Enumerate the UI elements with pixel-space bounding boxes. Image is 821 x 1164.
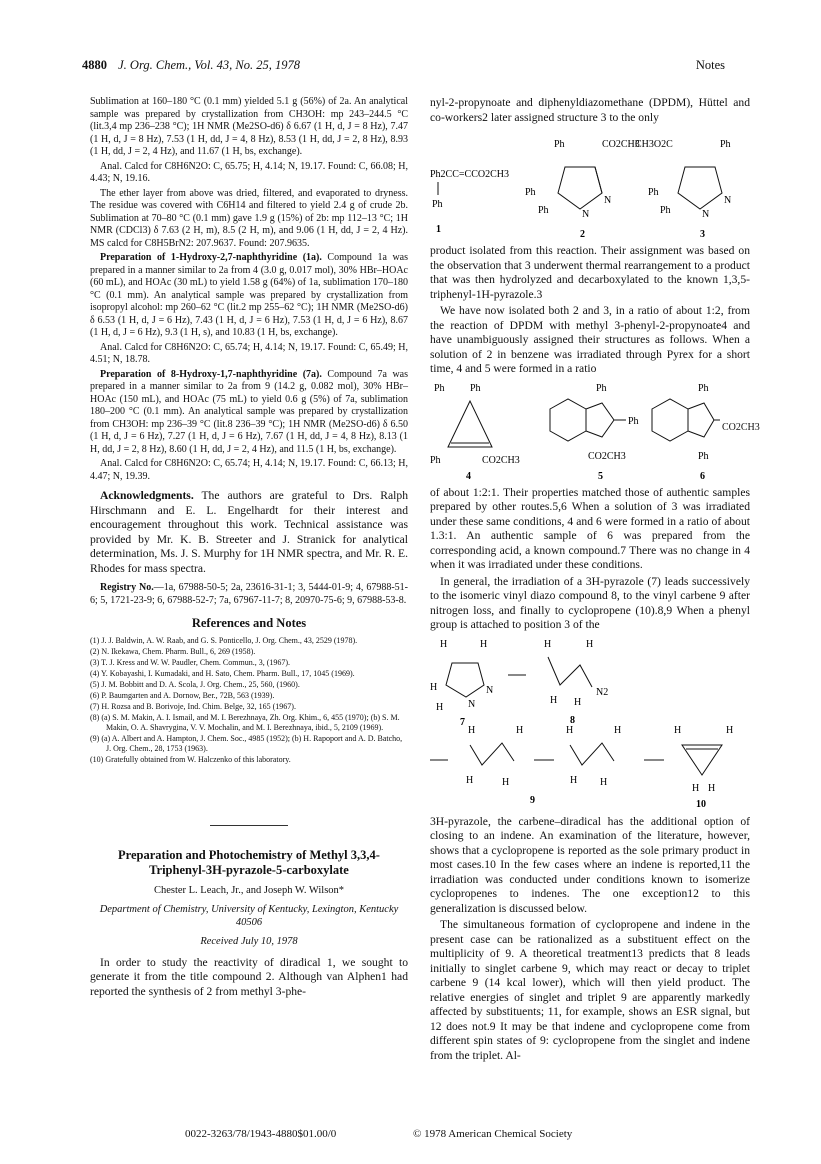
page-footer bbox=[185, 1128, 725, 1140]
paragraph: We have now isolated both 2 and 3, in a ratio of about 1:2, from the reaction of DPDM with methyl 3-phenyl-2-propynoate4 and have unambiguously assigned their structures as follows. When a solution of 2 in benzene was irradiated through Pyrex for a short time, 4 and 5 were formed in a ratio bbox=[430, 304, 750, 375]
paragraph-text: —1a, 67988-50-5; 2a, 23616-31-1; 3, 5444-01-9; 4, 67988-51-6; 5, 1721-23-9; 6, 67988-52-7; 7a, 67967-11-7; 8, 20970-75-6; 9, 67988-53-8. bbox=[90, 582, 408, 606]
received-date: Received July 10, 1978 bbox=[200, 935, 298, 947]
struct-label: Ph bbox=[648, 187, 659, 198]
atom-label: H bbox=[468, 724, 476, 736]
article-title: Preparation and Photochemistry of Methyl 3,3,4-Triphenyl-3H-pyrazole-5-carboxylate bbox=[118, 847, 380, 877]
struct-label: Ph bbox=[430, 454, 441, 466]
subheading: Preparation of 8-Hydroxy-1,7-naphthyridine (7a). bbox=[100, 368, 322, 380]
paragraph: In order to study the reactivity of diradical 1, we sought to generate it from the title compound 2. Although van Alphen1 had reported the synthesis of 2 from methyl 3-phe- bbox=[90, 955, 408, 998]
subheading: Preparation of 1-Hydroxy-2,7-naphthyridine (1a). bbox=[100, 252, 322, 263]
atom-label: H bbox=[480, 638, 488, 650]
atom-label: N bbox=[604, 195, 612, 206]
reference-item: (6) P. Baumgarten and A. Dornow, Ber., 72B, 563 (1939). bbox=[90, 690, 275, 700]
atom-label: N bbox=[582, 209, 590, 220]
compound-number: 5 bbox=[598, 470, 603, 482]
struct-label: Ph bbox=[660, 205, 671, 216]
paragraph: of about 1:2:1. Their properties matched those of authentic samples prepared by other routes.5,6 When a solution of 3 was irradiated under these same conditions, 4 and 6 were formed in a ratio of about 1.3:1. An authentic sample of 6 was prepared from the corresponding acid, a known compound.7 There was no change in 4 when it was irradiated under these conditions. bbox=[430, 485, 750, 571]
reference-item: (4) Y. Kobayashi, I. Kumadaki, and H. Sato, Chem. Pharm. Bull., 17, 1045 (1969). bbox=[90, 668, 355, 678]
copyright: © 1978 American Chemical Society bbox=[413, 1128, 573, 1140]
reference-item: (10) Gratefully obtained from W. Halczenko of this laboratory. bbox=[90, 754, 291, 764]
struct-label: Ph bbox=[470, 382, 481, 394]
structures-4-5-6 bbox=[430, 379, 750, 484]
affiliation: Department of Chemistry, University of Kentucky, Lexington, Kentucky 40506 bbox=[99, 903, 399, 928]
compound-number: 6 bbox=[700, 470, 705, 482]
struct-label: Ph bbox=[628, 415, 639, 427]
paragraph: Sublimation at 160–180 °C (0.1 mm) yielded 5.1 g (56%) of 2a. An analytical sample was prepared by crystallization from CH3OH: mp 243–244.5 °C (lit.3,4 mp 236–238 °C); 1H NMR (Me2SO-d6) δ 6.67 (1 H, d, J = 8 Hz), 7.47 (1 H, d, J = 8 Hz), 7.53 (1 H, dd, J = 4, 8 Hz), 8.53 (1 H, dd, J = 2, 8 Hz), 8.93 (1 H, dd, J = 2, 4 Hz), and 11.67 (1 H, bs, exchange). bbox=[90, 96, 408, 157]
atom-label: H bbox=[550, 694, 558, 706]
pyrazole-7 bbox=[430, 639, 493, 728]
struct-label: Ph bbox=[596, 382, 607, 394]
compound-number: 1 bbox=[436, 224, 441, 235]
vinyl-carbene-9a bbox=[466, 725, 523, 788]
reference-item: (8) (a) S. M. Makin, A. I. Ismail, and M. I. Berezhnaya, Zh. Org. Khim., 6, 455 (1970); (b) S. M. Makin, O. A. Shavrygina, V. V. Mochalin, and M. I. Berezhnaya, ibid., 5, 2109 (1969). bbox=[90, 712, 400, 732]
reference-item: (2) N. Ikekawa, Chem. Pharm. Bull., 6, 269 (1958). bbox=[90, 646, 256, 656]
struct-label: CO2CH3 bbox=[722, 421, 760, 433]
paragraph: The simultaneous formation of cyclopropene and indene in the present case can be rationalized as a substituent effect on the multiplicity of 9. A theoretical treatment13 predicts that 8 leads initially to singlet carbene 9, which may react or decay to triplet carbene 9 (14 kcal lower), which will then yield product. The relative energies of singlet and triplet 9 are apparently markedly affected by substituents; 11, for example, shows an ESR signal, but 12 does not.9 It may be that indene and cyclopropene come from different spin states of 9: cyclopropene from the singlet and indene from the triplet. Al- bbox=[430, 918, 750, 1062]
references-list bbox=[90, 636, 408, 765]
paragraph: 3H-pyrazole, the carbene–diradical has the additional option of closing to an indene. An examination of the literature, however, shows that a cyclopropene is reported as the sole primary product in most cases.10 In the few cases where an indene is reported,11 the irradiation was conducted under conditions known to isomerize cyclopropenes to indenes. The one exception12 to this generalization is discussed below. bbox=[430, 814, 750, 915]
paragraph: The ether layer from above was dried, filtered, and evaporated to dryness. The residue was covered with C6H14 and filtered to yield 2.4 g of crude 2b. Sublimation at 70–80 °C (0.1 mm) gave 1.9 g (15%) of 2b: mp 112–13 °C; 1H NMR (CDCl3) δ 7.63 (2 H, m), 8.5 (2 H, m), and 9.06 (1 H, dd, J = 2, 4 Hz). MS calcd for C8H5BrN2: 207.9637. Found: 207.9635. bbox=[90, 187, 408, 249]
compound-number: 10 bbox=[696, 798, 706, 810]
compound-number: 2 bbox=[580, 229, 585, 240]
atom-label: N bbox=[468, 698, 476, 710]
reference-item: (3) T. J. Kress and W. W. Paudler, Chem. Commun., 3, (1967). bbox=[90, 657, 291, 667]
atom-label: H bbox=[692, 782, 700, 794]
paragraph: Anal. Calcd for C8H6N2O: C, 65.74; H, 4.14; N, 19.17. Found: C, 66.13; H, 4.47; N, 19.39. bbox=[90, 458, 408, 482]
atom-label: H bbox=[502, 776, 510, 788]
atom-label: H bbox=[440, 638, 448, 650]
struct-label: CH3O2C bbox=[635, 139, 673, 150]
references-title: References and Notes bbox=[191, 616, 307, 630]
paragraph-text: Compound 1a was prepared in a manner similar to 2a from 4 (3.0 g, 0.017 mol), 30% HBr–HOAc (60 mL), and HOAc (30 mL) to yield 1.58 g (64%) of 1a, sublimation 170–180 °C (0.1 mm). An analytical sample was prepared by crystallization from isopropyl alcohol: mp 260–62 °C (lit.2 mp 255–62 °C); 1H NMR (Me2SO-d6) δ 6.53 (1 H, d, J = 6 Hz), 7.43 (1 H, d, J = 6 Hz), 7.53 (1 H, d, J = 6 Hz), 8.67 (1 H, d, J = 6 Hz), 9.3 (1 H, s), and 10.83 (1 H, bs, exchange). bbox=[90, 252, 408, 338]
page-header bbox=[82, 58, 725, 78]
paragraph: nyl-2-propynoate and diphenyldiazomethane (DPDM), Hüttel and co-workers2 later assigned structure 3 to the only bbox=[430, 96, 750, 124]
struct-label: Ph bbox=[525, 187, 536, 198]
left-column bbox=[90, 96, 408, 1001]
compound-number: 4 bbox=[466, 470, 471, 482]
paragraph: In general, the irradiation of a 3H-pyrazole (7) leads successively to the isomeric vinyl diazo compound 8, to the vinyl carbene 9 after nitrogen loss, and finally to cyclopropene (10).8,9 When a phenyl group is attached to position 3 of the bbox=[430, 574, 750, 631]
structures-1-2-3 bbox=[430, 127, 750, 242]
atom-label: H bbox=[570, 774, 578, 786]
journal-citation: J. Org. Chem., Vol. 43, No. 25, 1978 bbox=[118, 58, 300, 72]
struct-label: Ph bbox=[554, 139, 565, 150]
atom-label: H bbox=[586, 638, 594, 650]
compound-number: 3 bbox=[700, 229, 705, 240]
atom-label: H bbox=[574, 696, 582, 708]
struct-label: Ph2CC=CCO2CH3 bbox=[430, 169, 509, 180]
reference-item: (7) H. Rozsa and B. Borivoje, Ind. Chim. Belge, 32, 165 (1967). bbox=[90, 701, 296, 711]
atom-label: H bbox=[674, 724, 682, 736]
paragraph bbox=[90, 369, 408, 457]
struct-label: CO2CH3 bbox=[482, 454, 520, 466]
cyclopropene-10 bbox=[674, 725, 733, 810]
structures-7-10 bbox=[430, 635, 750, 813]
atom-label: H bbox=[566, 724, 574, 736]
paragraph bbox=[90, 252, 408, 340]
pyrazole-3 bbox=[635, 139, 731, 240]
subheading: Registry No. bbox=[100, 582, 154, 593]
atom-label: H bbox=[544, 638, 552, 650]
atom-label: H bbox=[516, 724, 524, 736]
registry-numbers bbox=[90, 582, 408, 607]
struct-label: Ph bbox=[720, 139, 731, 150]
atom-label: N2 bbox=[596, 686, 609, 698]
paragraph: Anal. Calcd for C8H6N2O: C, 65.74; H, 4.14; N, 19.17. Found: C, 65.49; H, 4.51; N, 18.78. bbox=[90, 341, 408, 365]
compound-number: 9 bbox=[530, 794, 535, 806]
atom-label: N bbox=[702, 209, 710, 220]
section-label: Notes bbox=[695, 58, 725, 72]
acknowledgments bbox=[90, 489, 408, 576]
struct-label: Ph bbox=[434, 382, 445, 394]
atom-label: H bbox=[614, 724, 622, 736]
divider bbox=[210, 825, 288, 826]
indene-6 bbox=[652, 383, 720, 482]
reference-item: (1) J. J. Baldwin, A. W. Raab, and G. S. Ponticello, J. Org. Chem., 43, 2529 (1978). bbox=[90, 635, 358, 645]
indene-5 bbox=[550, 383, 639, 482]
struct-label: CO2CH3 bbox=[602, 139, 640, 150]
atom-label: H bbox=[726, 724, 734, 736]
atom-label: H bbox=[466, 774, 474, 786]
paragraph-text: The authors are grateful to Drs. Ralph Hirschmann and E. L. Engelhardt for their interest and encouragement throughout this work. Technical assistance was provided by Mr. K. B. Streeter and J. Stranick for analytical determination, Ms. J. S. Murphy for 1H NMR spectra, and Mr. R. E. Rhodes for mass spectra. bbox=[90, 489, 408, 575]
pyrazole-2 bbox=[525, 139, 640, 240]
atom-label: H bbox=[436, 701, 444, 713]
paragraph: Anal. Calcd for C8H6N2O: C, 65.75; H, 4.14; N, 19.17. Found: C, 66.08; H, 4.43; N, 19.16. bbox=[90, 160, 408, 184]
struct-label: Ph bbox=[698, 382, 709, 394]
compound-number: 8 bbox=[570, 714, 575, 726]
reference-item: (5) J. M. Bobbitt and D. A. Scola, J. Org. Chem., 25, 560, (1960). bbox=[90, 679, 300, 689]
struct-label: Ph bbox=[432, 199, 443, 210]
paragraph: product isolated from this reaction. Their assignment was based on the observation that 3 underwent thermal rearrangement to a product that was then hydrolyzed and decarboxylated to the known 1,3,5-triphenyl-1H-pyrazole.3 bbox=[430, 244, 750, 301]
reference-item: (9) (a) A. Albert and A. Hampton, J. Chem. Soc., 4985 (1952); (b) H. Rapoport and A. D. Batcho, J. Org. Chem., 28, 1753 (1963). bbox=[90, 733, 403, 753]
struct-label: CO2CH3 bbox=[588, 450, 626, 462]
atom-label: H bbox=[708, 782, 716, 794]
page-number: 4880 bbox=[82, 58, 107, 72]
struct-label: Ph bbox=[538, 205, 549, 216]
article-code: 0022-3263/78/1943-4880$01.00/0 bbox=[185, 1128, 337, 1140]
subheading: Acknowledgments. bbox=[100, 489, 194, 502]
atom-label: N bbox=[486, 684, 494, 696]
atom-label: H bbox=[600, 776, 608, 788]
struct-label: Ph bbox=[698, 450, 709, 462]
right-column bbox=[430, 96, 760, 1065]
authors: Chester L. Leach, Jr., and Joseph W. Wilson* bbox=[153, 884, 345, 896]
vinyl-diazo-8 bbox=[544, 639, 608, 726]
atom-label: H bbox=[430, 681, 438, 693]
paragraph-text: Compound 7a was prepared in a manner similar to 2a from 9 (14.2 g, 0.082 mol), 30% HBr–HOAc (150 mL), and HOAc (75 mL) to yield 0.6 g (5%) of 7a, sublimation 180–200 °C (0.1 mm). An analytical sample was prepared by crystallization from CH3OH: mp 236–39 °C (lit.8 236–39 °C); 1H NMR (Me2SO-d6) δ 6.50 (1 H, d, J = 6 Hz), 7.27 (1 H, d, J = 6 Hz), 7.67 (1 H, dd, J = 4, 8 Hz), 8.13 (1 H, dd, J = 2, 8 Hz), 8.60 (1 H, dd, J = 2, 4 Hz), and 11.5 (1 H, bs, exchange). bbox=[90, 368, 408, 455]
vinyl-carbene-9b bbox=[530, 725, 621, 806]
compound-number: 7 bbox=[460, 716, 465, 728]
cyclopropene-4 bbox=[430, 383, 520, 482]
atom-label: N bbox=[724, 195, 732, 206]
